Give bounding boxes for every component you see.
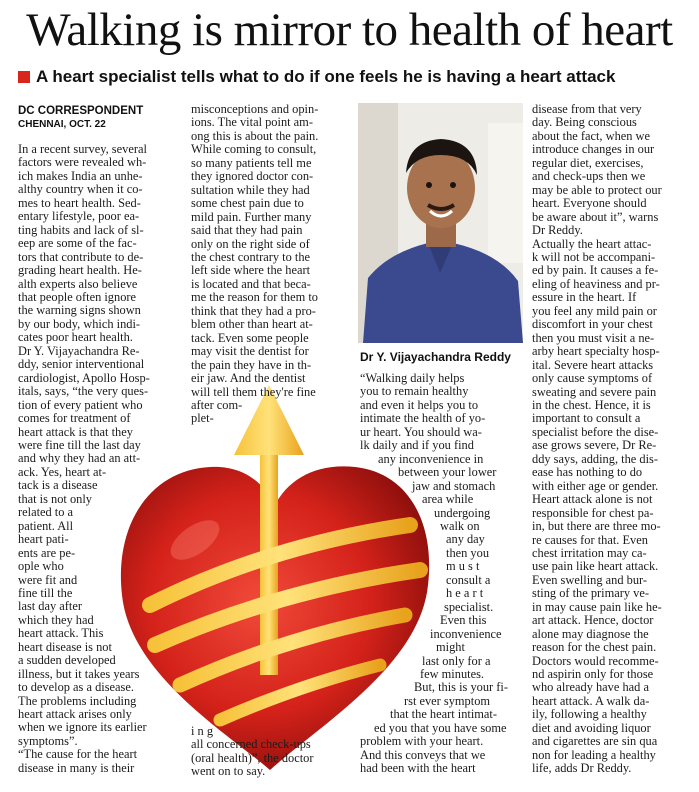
col4-line: be aware about it”, warns (532, 210, 659, 224)
col3-line: any inconvenience in (378, 452, 484, 466)
column-2-bottom (191, 725, 351, 779)
col4-line: regular diet, exercises, (532, 156, 644, 170)
col1-line: heart pati- (18, 533, 69, 547)
col1-line: heart attack is that they (18, 425, 133, 439)
col3-line: and even it helps you to (360, 398, 479, 412)
col4-line: Heart attack alone is not (532, 493, 653, 507)
col4-line: diet and avoiding liquor (532, 721, 651, 735)
col1-line: when we ignore its earlier (18, 721, 147, 735)
col1-line: fine till the (18, 586, 73, 600)
col4-line: sting of the primary ve- (532, 587, 649, 601)
col4-line: with either age or gender. (532, 479, 659, 493)
col1-line: to develop as a disease. (18, 681, 134, 695)
col1-line: related to a (18, 506, 74, 520)
col1-line: ople who (18, 560, 64, 574)
col1-line: ich makes India an unhe- (18, 169, 143, 183)
col1-line: were fit and (18, 573, 78, 587)
col4-line: heart. Everyone should (532, 197, 647, 211)
col3-line: And this conveys that we (360, 748, 486, 762)
col3-line: intimate the health of yo- (360, 412, 486, 426)
col1-line: symptoms”. (18, 734, 78, 748)
col4-line: art attack. Hence, doctor (532, 614, 654, 628)
col4-line: important to consult a (532, 412, 641, 426)
col1-line: tors that contribute to de- (18, 250, 144, 264)
col3-line: any day (446, 533, 485, 547)
col1-line: which they had (18, 613, 94, 627)
col4-line: in the chest. Hence, it is (532, 398, 651, 412)
col4-line: use pain like heart attack. (532, 560, 659, 574)
col1-line: itals, says, “the very ques- (18, 385, 149, 399)
col4-line: Dr Reddy. (532, 224, 583, 238)
col3-line: had been with the heart (360, 762, 476, 776)
col1-line: entary lifestyle, poor ea- (18, 210, 140, 224)
col1-line: ents are pe- (18, 546, 76, 560)
col4-line: heart attack. A walk da- (532, 694, 650, 708)
col1-line: the warning signs shown (18, 304, 141, 318)
col4-line: reason for the chest pain. (532, 641, 657, 655)
col1-line: disease in many is their (18, 761, 135, 775)
col2-line: said that they had pain (191, 224, 303, 238)
col2-line: after com- (191, 398, 243, 412)
col3-line: Even this (440, 614, 487, 628)
col2-line: ions. The vital point am- (191, 116, 313, 130)
col3-line: “Walking daily helps (360, 372, 465, 385)
col3-line: jaw and stomach (412, 479, 496, 493)
col4-line: ease has nothing to do (532, 466, 643, 480)
col2-line: plet- (191, 412, 214, 426)
col4-line: and check-ups then we (532, 170, 646, 184)
col3-line: between your lower (398, 466, 497, 480)
col2_bottom-line: all concerned check-ups (191, 738, 311, 752)
col1-line: and why they had an att- (18, 452, 141, 466)
col3-line: might (436, 641, 465, 655)
col3-line: undergoing (434, 506, 491, 520)
col1-line: heart disease is not (18, 640, 112, 654)
col2-line: the pain they have in th- (191, 358, 312, 372)
col3-line: rst ever symptom (404, 694, 491, 708)
col2-line: sultation while they had (191, 183, 310, 197)
col1-line: factors were revealed wh- (18, 156, 147, 170)
col4-line: ed by pain. It causes a fe- (532, 264, 659, 278)
col4-line: in, but there are three mo- (532, 520, 661, 534)
col4-line: chest irritation may ca- (532, 546, 647, 560)
col4-line: about the fact, when we (532, 129, 651, 143)
col4-line: arby heart specialty hosp- (532, 345, 660, 359)
col2-line: will tell them they're fine (191, 385, 316, 399)
col4-line: life, adds Dr Reddy. (532, 762, 632, 776)
red-square-bullet (18, 71, 30, 83)
col4-line: k will not be accompani- (532, 250, 656, 264)
col4-line: introduce changes in our (532, 143, 655, 157)
col4-line: non for leading a healthy (532, 748, 656, 762)
col4-line: ital. Severe heart attacks (532, 358, 654, 372)
col2-line: is located and that beca- (191, 277, 311, 291)
col1-line: that people often ignore (18, 290, 137, 304)
portrait-image (358, 103, 523, 343)
col3-line: h e a r t (446, 587, 484, 601)
col3-line: area while (422, 493, 474, 507)
col1-line: In a recent survey, several (18, 143, 147, 156)
col2-line: the chest contrary to the (191, 250, 311, 264)
col1-line: althy country when it co- (18, 183, 143, 197)
doctor-photo (358, 103, 523, 343)
col3-line: few minutes. (420, 667, 485, 681)
col3-line: ed you that you have some (374, 721, 507, 735)
col4-line: who already have had a (532, 681, 649, 695)
col2_bottom-line: i n g (191, 725, 214, 738)
column-4 (532, 103, 694, 776)
col4-line: responsible for chest pa- (532, 506, 654, 520)
col2-line: misconceptions and opin- (191, 103, 319, 116)
byline-place: CHENNAI, OCT. 22 (18, 119, 106, 130)
headline: Walking is mirror to health of heart (26, 4, 673, 56)
col4-line: only cause symptoms of (532, 372, 653, 386)
col2-line: so many patients tell me (191, 156, 312, 170)
col2_bottom-line: went on to say. (191, 765, 266, 779)
col1-line: ting habits and lack of sl- (18, 223, 144, 237)
col1-line: tion of every patient who (18, 398, 143, 412)
col3-line: that the heart intimat- (390, 708, 498, 722)
col4-line: sweating and severe pain (532, 385, 657, 399)
col1-line: mes to heart health. Sed- (18, 196, 141, 210)
col2-line: may visit the dentist for (191, 345, 309, 359)
col1-line: comes for treatment of (18, 412, 131, 426)
col3-line: walk on (440, 519, 480, 533)
col2-line: think that they had a pro- (191, 304, 316, 318)
col1-line: cates poor heart health. (18, 331, 133, 345)
subhead (18, 66, 693, 88)
column-3 (360, 372, 520, 776)
col2-line: me the reason for them to (191, 291, 318, 305)
col4-line: disease from that very (532, 103, 642, 116)
col2-line: some chest pain due to (191, 197, 304, 211)
col4-line: and cigarettes are sin qua (532, 735, 658, 749)
col3-line: lk daily and if you find (360, 439, 474, 453)
col4-line: may be able to protect our (532, 183, 662, 197)
col1-line: grading heart health. He- (18, 264, 142, 278)
col2-line: they ignored doctor con- (191, 170, 314, 184)
col3-line: then you (446, 546, 490, 560)
col3-line: ur heart. You should wa- (360, 425, 482, 439)
col1-line: heart attack. This (18, 627, 104, 641)
col4-line: ddy says, adding, the dis- (532, 452, 658, 466)
col1-line: ack. Yes, heart at- (18, 465, 107, 479)
col1-line: The problems including (18, 694, 137, 708)
col1-line: eep are some of the fac- (18, 237, 137, 251)
col4-line: alone may diagnose the (532, 627, 649, 641)
col4-line: re causes for that. Even (532, 533, 648, 547)
col4-line: eling of heaviness and pr- (532, 277, 660, 291)
column-2 (191, 103, 351, 426)
col2-line: eir jaw. And the dentist (191, 372, 306, 386)
col1-line: that is not only (18, 492, 92, 506)
col2-line: left side where the heart (191, 264, 311, 278)
col1-line: alth experts also believe (18, 277, 138, 291)
col4-line: nd aspirin only for those (532, 668, 654, 682)
col3-line: problem with your heart. (360, 735, 484, 749)
col4-line: ase grows severe, Dr Re- (532, 439, 657, 453)
col4-line: you feel any mild pain or (532, 304, 657, 318)
byline-name: DC CORRESPONDENT (18, 105, 144, 117)
col1-line: last day after (18, 600, 82, 614)
column-1 (18, 143, 178, 775)
col2_bottom-line: (oral health)”, the doctor (191, 751, 314, 765)
col1-line: tack is a disease (18, 479, 98, 493)
col3-line: last only for a (422, 654, 491, 668)
col1-line: were fine till the last day (18, 438, 141, 452)
col2-line: tack. Even some people (191, 331, 309, 345)
col1-line: cardiologist, Apollo Hosp- (18, 371, 150, 385)
col4-line: discomfort in your chest (532, 318, 653, 332)
col4-line: essure in the heart. If (532, 291, 637, 305)
col4-line: then you must visit a ne- (532, 331, 655, 345)
col4-line: specialist before the dise- (532, 425, 659, 439)
col3-line: m u s t (446, 560, 480, 574)
col1-line: “The cause for the heart (18, 748, 138, 762)
byline (18, 104, 143, 132)
col2-line: mild pain. Further many (191, 210, 312, 224)
col2-line: While coming to consult, (191, 143, 317, 157)
col1-line: by our body, which indi- (18, 317, 141, 331)
col4-line: day. Being conscious (532, 116, 637, 130)
col3-line: consult a (446, 573, 491, 587)
col1-line: a sudden developed (18, 654, 116, 668)
photo-caption: Dr Y. Vijayachandra Reddy (360, 350, 511, 364)
col3-line: specialist. (444, 600, 494, 614)
col4-line: Doctors would recomme- (532, 654, 659, 668)
col4-line: ily, following a healthy (532, 708, 647, 722)
subhead-text: A heart specialist tells what to do if one feels he is having a heart attack (36, 67, 616, 86)
col4-line: Even swelling and bur- (532, 573, 648, 587)
col4-line: Actually the heart attac- (532, 237, 652, 251)
col3-line: you to remain healthy (360, 385, 469, 399)
col2-line: only on the right side of (191, 237, 310, 251)
col1-line: patient. All (18, 519, 74, 533)
col3-line: But, this is your fi- (414, 681, 508, 695)
col1-line: ddy, senior interventional (18, 358, 145, 372)
col2-line: blem other than heart at- (191, 318, 313, 332)
col1-line: heart attack arises only (18, 708, 132, 722)
col4-line: in may cause pain like he- (532, 600, 662, 614)
col2-line: ong this is about the pain. (191, 129, 319, 143)
col1-line: illness, but it takes years (18, 667, 140, 681)
col3-line: inconvenience (430, 627, 502, 641)
col1-line: Dr Y. Vijayachandra Re- (18, 344, 140, 358)
